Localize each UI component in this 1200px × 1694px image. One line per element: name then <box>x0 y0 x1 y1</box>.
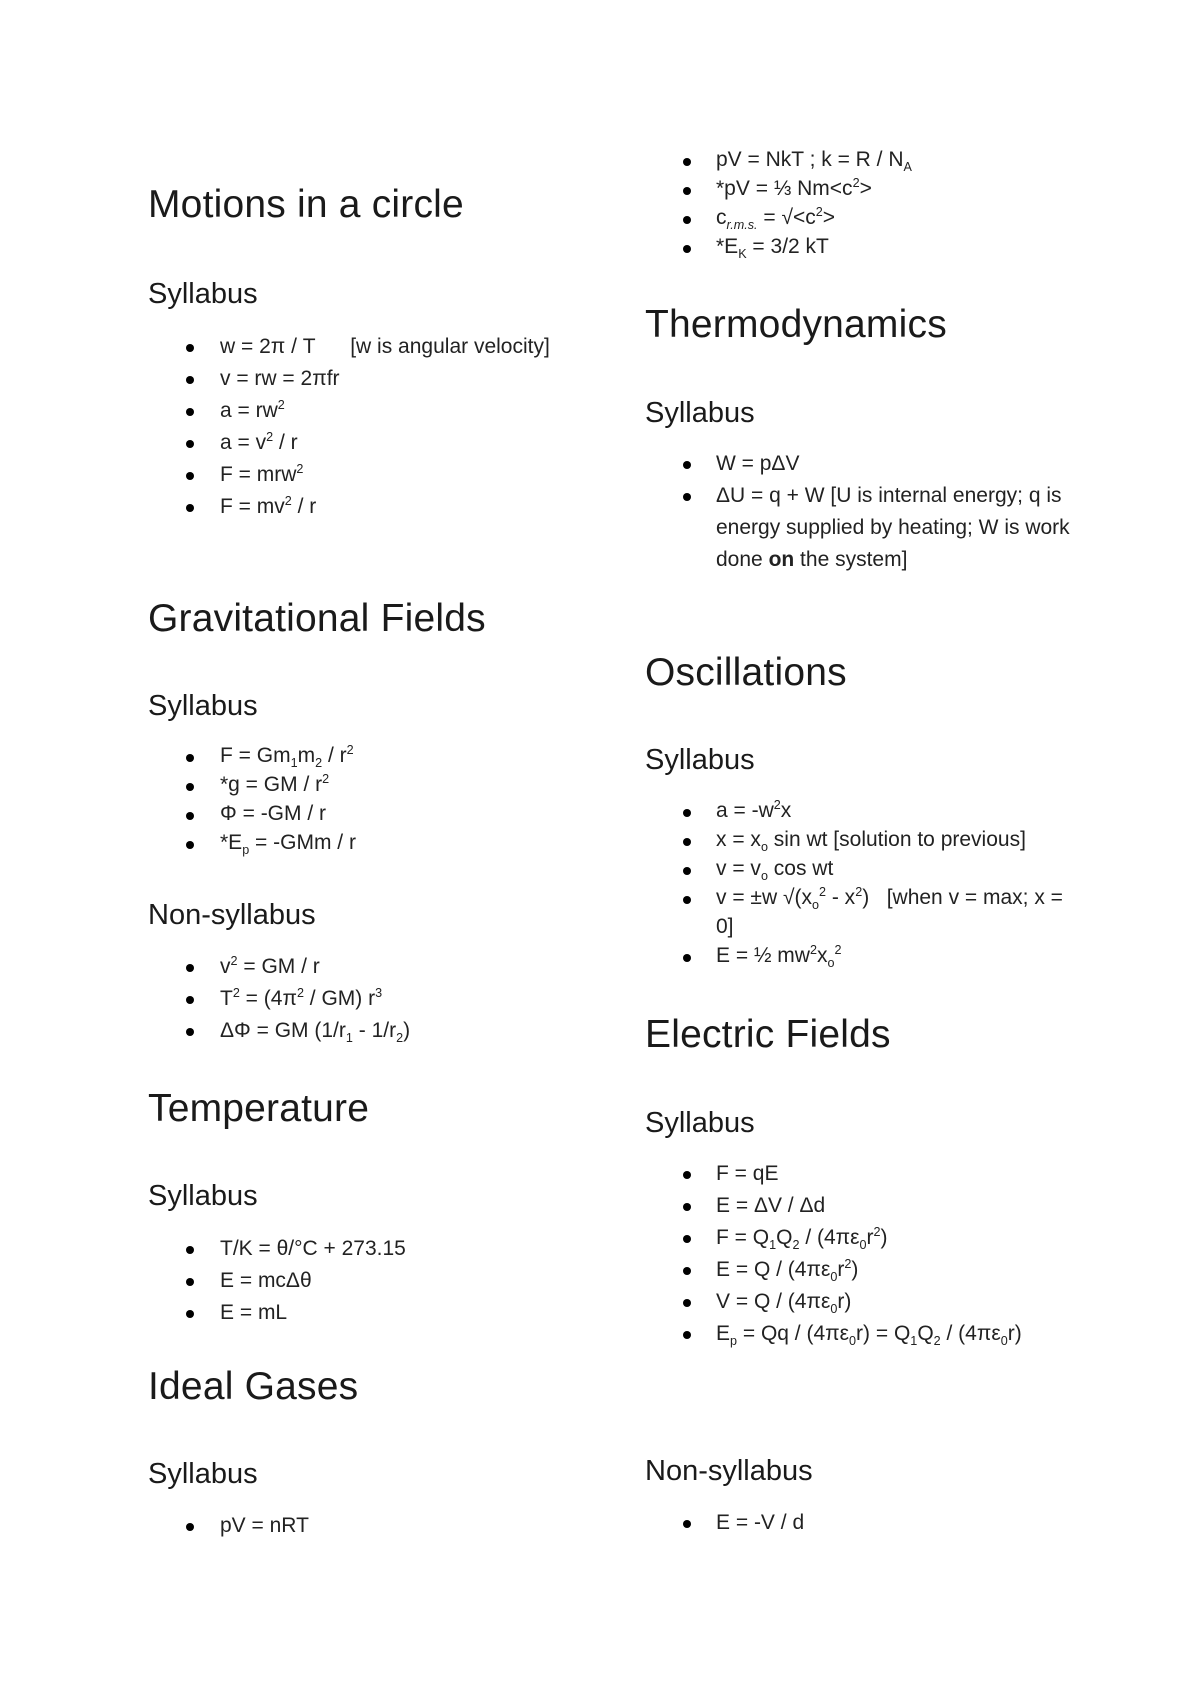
section-title-electric: Electric Fields <box>645 1013 891 1056</box>
list-item: pV = NkT ; $k = R / N_A$ <box>645 145 1070 174</box>
thermodynamics-formula-list <box>645 448 1070 576</box>
list-item: $a = rw^2$ <box>148 395 568 427</box>
subheading-non-syllabus: Non-syllabus <box>148 899 316 931</box>
list-item: $c_{r.m.s.} = √<c^2>$ <box>645 203 1070 232</box>
ideal-gases-continued-list <box>645 145 1070 261</box>
subheading-syllabus: Syllabus <box>645 397 755 429</box>
subheading-syllabus: Syllabus <box>148 278 258 310</box>
ideal-gases-formula-list <box>148 1510 568 1542</box>
subheading-non-syllabus: Non-syllabus <box>645 1455 813 1487</box>
section-title-temperature: Temperature <box>148 1087 370 1130</box>
list-item: *pV = ⅓ $Nm<c^2>$ <box>645 174 1070 203</box>
ideal-gases-syllabus <box>148 1457 568 1492</box>
electric-non-syllabus <box>645 1454 1070 1489</box>
list-item: F = mrw$^2$ <box>148 459 568 491</box>
list-item: ΔU = q + W [U is internal energy; q is energy supplied by heating; W is work done on the system] <box>645 480 1070 576</box>
motion-section <box>148 183 568 228</box>
gravitational-non-syllabus <box>148 898 568 933</box>
temperature-formula-list <box>148 1233 568 1329</box>
gravitational-non-syllabus-list <box>148 951 568 1047</box>
section-title-ideal-gases: Ideal Gases <box>148 1365 359 1408</box>
list-item: $*E_K = 3/2$ kT <box>645 232 1070 261</box>
list-item: $T^2 = (4\pi^2 / GM)$ $r^3$ <box>148 983 568 1015</box>
list-item: E = ΔV / Δd <box>645 1190 1070 1222</box>
list-item: F = qE <box>645 1158 1070 1190</box>
electric-syllabus <box>645 1106 1070 1141</box>
section-title-gravitational: Gravitational Fields <box>148 597 486 640</box>
list-item: ΔΦ = GM $(1/r_1 - 1/r_2)$ <box>148 1015 568 1047</box>
oscillations-syllabus <box>645 743 1070 778</box>
temperature-section <box>148 1087 568 1132</box>
electric-section <box>645 1013 1070 1058</box>
subheading-syllabus: Syllabus <box>148 1180 258 1212</box>
list-item: E = mcΔθ <box>148 1265 568 1297</box>
list-item: $V = Q / (4\pi\varepsilon_0r)$ <box>645 1286 1070 1318</box>
motion-formula-list <box>148 331 568 523</box>
ideal-gases-section <box>148 1365 568 1410</box>
gravitational-syllabus <box>148 689 568 724</box>
list-item: pV = nRT <box>148 1510 568 1542</box>
temperature-syllabus <box>148 1179 568 1214</box>
list-item: $*E_p = -GMm / r$ <box>148 828 568 857</box>
subheading-syllabus: Syllabus <box>645 744 755 776</box>
list-item: E = ½ $mw^2x_o^2$ <box>645 941 1070 970</box>
list-item: $F = Q_1Q_2 / (4\pi\varepsilon_0r^2)$ <box>645 1222 1070 1254</box>
gravitational-section <box>148 597 568 642</box>
subheading-syllabus: Syllabus <box>148 690 258 722</box>
list-item: $a = -w^2x$ <box>645 796 1070 825</box>
list-item: *g = GM / $r^2$ <box>148 770 568 799</box>
list-item: $F = Gm_1m_2 / r^2$ <box>148 741 568 770</box>
list-item: $F = mv^2 / r$ <box>148 491 568 523</box>
list-item: W = pΔV <box>645 448 1070 480</box>
list-item: E = mL <box>148 1297 568 1329</box>
thermodynamics-section <box>645 303 1070 348</box>
motion-syllabus <box>148 277 568 312</box>
list-item: $v^2$ = GM / r <box>148 951 568 983</box>
list-item: E = -V / d <box>645 1507 1070 1539</box>
section-title-thermodynamics: Thermodynamics <box>645 303 947 346</box>
list-item: $E_p = Qq / (4\pi\varepsilon_0r) = Q_1Q_2 / (4\pi\varepsilon_0r)$ <box>645 1318 1070 1350</box>
electric-formula-list <box>645 1158 1070 1350</box>
list-item: $v = v_o$ cos wt <box>645 854 1070 883</box>
subheading-syllabus: Syllabus <box>148 1458 258 1490</box>
list-item: $E = Q / (4\pi\varepsilon_0r^2)$ <box>645 1254 1070 1286</box>
list-item: w = 2π / T [w is angular velocity] <box>148 331 568 363</box>
list-item: T/K = θ/°C + 273.15 <box>148 1233 568 1265</box>
list-item: v = rw = 2πfr <box>148 363 568 395</box>
section-title-oscillations: Oscillations <box>645 651 847 694</box>
thermodynamics-syllabus <box>645 396 1070 431</box>
oscillations-formula-list <box>645 796 1070 970</box>
list-item: Φ = -GM / r <box>148 799 568 828</box>
electric-non-syllabus-list <box>645 1507 1070 1539</box>
list-item: v = ±w $√(x_o^2 - x^2)$ [when v = max; x = 0] <box>645 883 1070 941</box>
oscillations-section <box>645 651 1070 696</box>
list-item: $a = v^2 / r$ <box>148 427 568 459</box>
section-title-motion: Motions in a circle <box>148 183 464 226</box>
list-item: $x = x_o$ sin wt [solution to previous] <box>645 825 1070 854</box>
subheading-syllabus: Syllabus <box>645 1107 755 1139</box>
gravitational-formula-list <box>148 741 568 857</box>
